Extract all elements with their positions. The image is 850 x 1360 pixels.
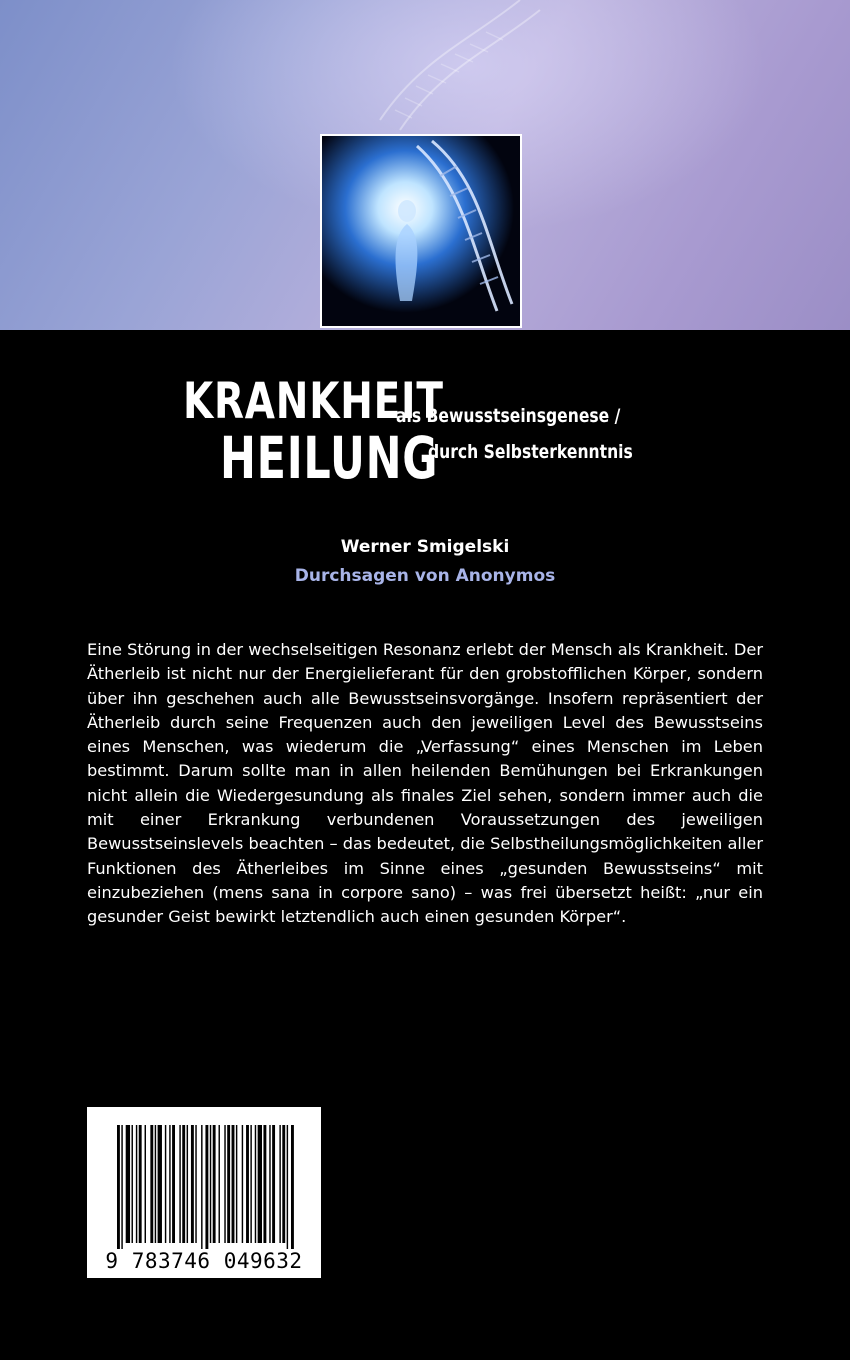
barcode-bars — [87, 1107, 321, 1249]
barcode-bar — [165, 1125, 166, 1243]
author-subtitle: Durchsagen von Anonymos — [294, 566, 556, 586]
title-block — [0, 0, 850, 500]
barcode-bar — [205, 1125, 208, 1249]
barcode-bar — [155, 1125, 156, 1243]
barcode-bar — [224, 1125, 225, 1243]
barcode-bar — [279, 1125, 280, 1243]
barcode-bar — [210, 1125, 211, 1243]
barcode-bar — [255, 1125, 256, 1243]
back-cover-blurb: Eine Störung in der wechselseitigen Resonanz erlebt der Mensch als Krankheit. Der Ätherleib ist nicht nur der Energielieferant für den grobstofflichen Körper, sondern über ihn geschehen auch alle Bewusstseinsvorgänge. Insofern repräsentiert der Ätherleib durch seine Frequenzen auch den jeweiligen Level des Bewusstseins eines Menschen, was wiederum die „Verfassung“ eines Menschen im Leben bestimmt. Darum sollte man in allen heilenden Bemühungen bei Erkrankungen nicht allein die Wiedergesundung als finales Ziel sehen, sondern immer auch die mit einer Erkrankung verbundenen Voraussetzungen des jeweiligen Bewusstseinslevels beachten – das bedeutet, die Selbstheilungsmöglichkeiten aller Funktionen des Ätherleibes im Sinne eines „gesunden Bewusstseins“ mit einzubeziehen (mens sana in corpore sano) – was frei übersetzt heißt: „nur ein gesunder Geist bewirkt letztendlich auch einen gesunden Körper“. — [87, 640, 763, 927]
barcode-bar — [187, 1125, 188, 1243]
barcode-bar — [182, 1125, 185, 1243]
barcode-bar — [250, 1125, 251, 1243]
barcode-bar — [258, 1125, 262, 1243]
isbn-barcode — [87, 1107, 321, 1278]
author-name: Werner Smigelski — [340, 537, 510, 557]
barcode-bar — [121, 1125, 122, 1249]
subtitle-line-1: als Bewusstseinsgenese / — [396, 405, 621, 427]
barcode-bar — [179, 1125, 180, 1243]
barcode-bar — [150, 1125, 153, 1243]
barcode-bar — [117, 1125, 120, 1249]
barcode-bar — [139, 1125, 142, 1243]
barcode-bar — [191, 1125, 194, 1243]
isbn-digits: 9 783746 049632 — [105, 1249, 303, 1273]
barcode-bar — [132, 1125, 133, 1243]
barcode-bar — [269, 1125, 270, 1243]
barcode-bar — [201, 1125, 202, 1249]
barcode-bar — [126, 1125, 130, 1243]
barcode-bar — [232, 1125, 235, 1243]
barcode-bar — [172, 1125, 175, 1243]
barcode-bar — [287, 1125, 288, 1249]
barcode-bar — [272, 1125, 275, 1243]
title-heilung: HEILUNG — [220, 424, 439, 492]
subtitle-line-2: durch Selbsterkenntnis — [428, 441, 633, 463]
barcode-bar — [213, 1125, 216, 1243]
barcode-bar — [227, 1125, 230, 1243]
title-krankheit: KRANKHEIT — [183, 372, 444, 430]
barcode-bar — [219, 1125, 220, 1243]
barcode-bar — [246, 1125, 249, 1243]
barcode-bar — [169, 1125, 170, 1243]
barcode-bar — [236, 1125, 237, 1243]
barcode-bar — [291, 1125, 294, 1249]
barcode-bar — [195, 1125, 196, 1243]
barcode-bar — [136, 1125, 137, 1243]
barcode-bar — [145, 1125, 146, 1243]
barcode-bar — [158, 1125, 162, 1243]
barcode-bar — [263, 1125, 266, 1243]
barcode-bar — [282, 1125, 285, 1243]
barcode-bar — [242, 1125, 243, 1243]
